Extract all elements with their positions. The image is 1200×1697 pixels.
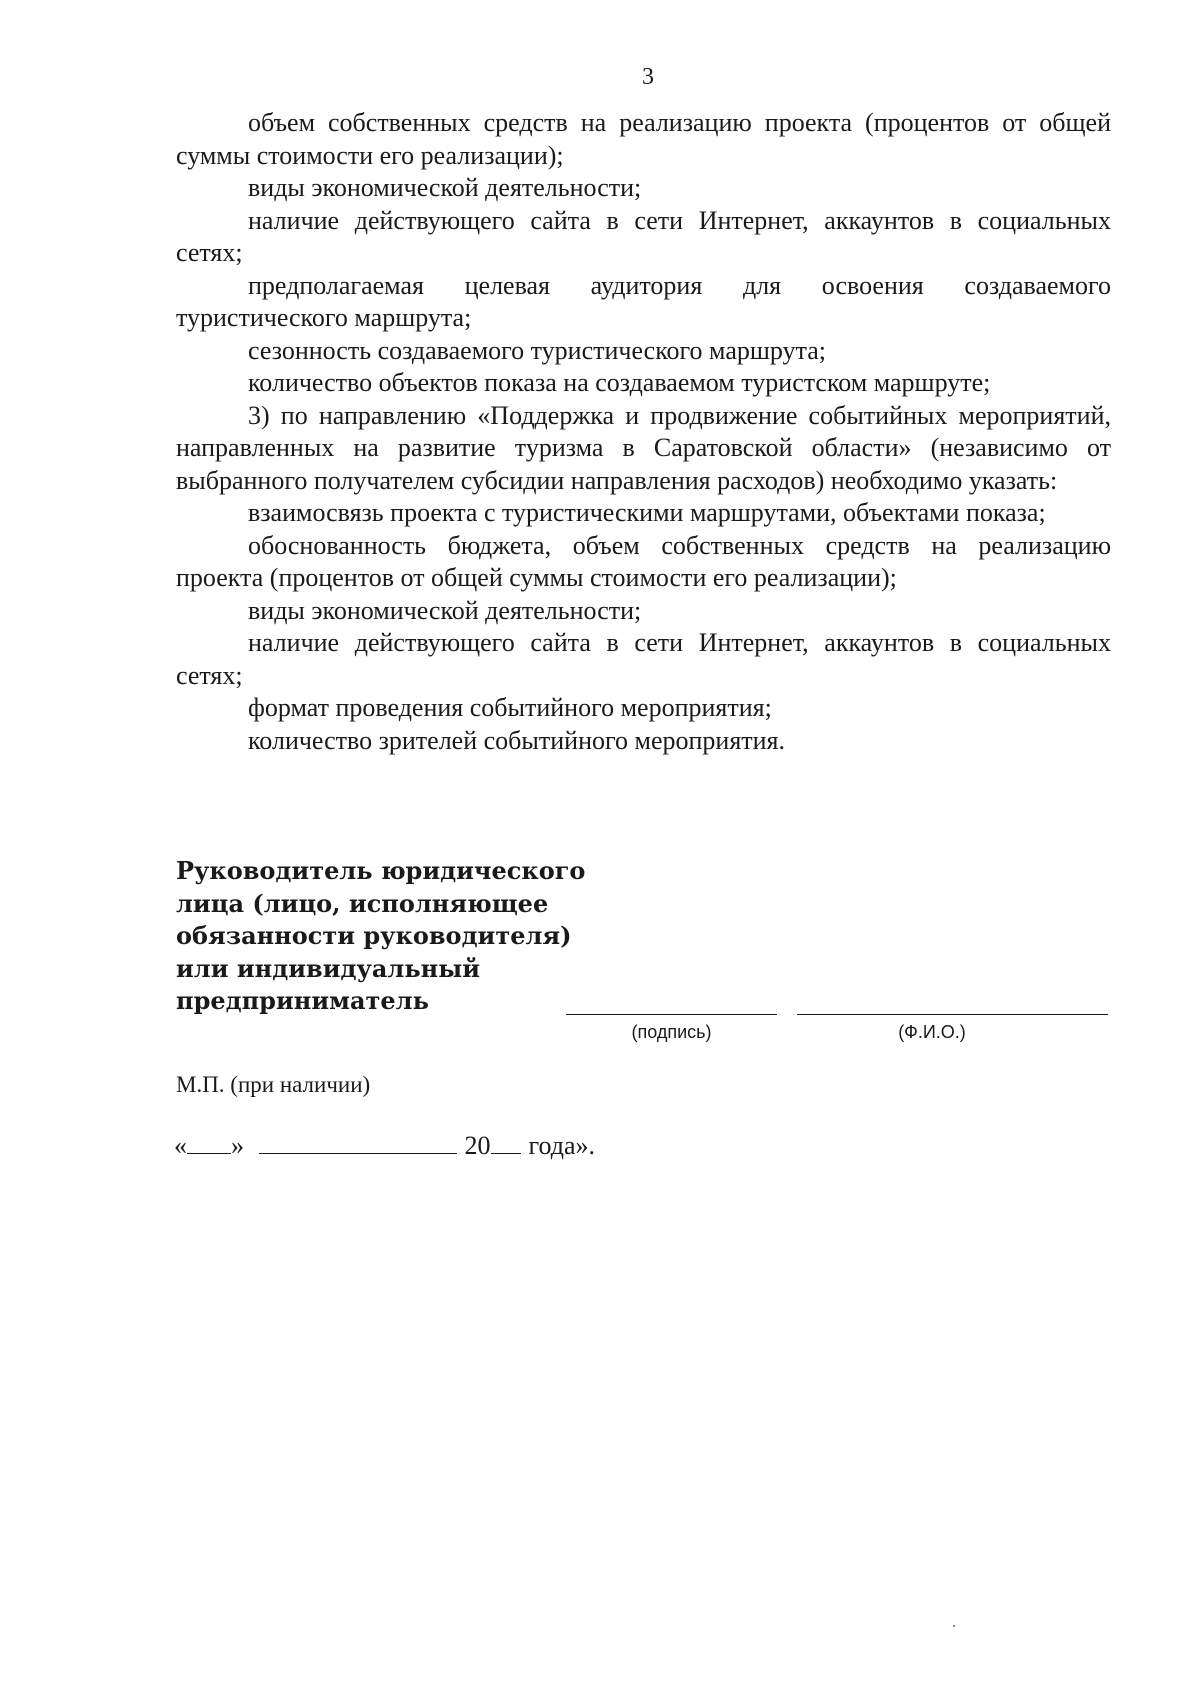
signatory-title xyxy=(176,855,596,1018)
stamp-note: М.П. (при наличии) xyxy=(176,1072,371,1097)
year-blank xyxy=(491,1131,521,1154)
paragraph: обоснованность бюджета, объем собственных средств на реализацию проекта (процентов от общей суммы стоимости его реализации); xyxy=(176,530,1111,592)
paragraph: наличие действующего сайта в сети Интернет, аккаунтов в социальных сетях; xyxy=(176,628,1111,690)
year-prefix: 20 xyxy=(464,1131,491,1160)
signature-line xyxy=(566,1014,777,1015)
signatory-title-line: или индивидуальный xyxy=(176,953,481,983)
signatory-title-line: Руководитель юридического xyxy=(176,856,586,885)
paragraph: виды экономической деятельности; xyxy=(248,173,642,202)
paragraph: виды экономической деятельности; xyxy=(248,595,642,625)
paragraph: количество зрителей событийного мероприятия. xyxy=(248,725,786,755)
paragraph: объем собственных средств на реализацию проекта (процентов от общей суммы стоимости его реализации); xyxy=(176,108,1111,170)
paragraph: наличие действующего сайта в сети Интернет, аккаунтов в социальных сетях; xyxy=(176,205,1111,267)
paragraph: 3) по направлению «Поддержка и продвижение событийных мероприятий, направленных на развитие туризма в Саратовской области» (независимо от выбранного получателем субсидии направления расходов) необходимо указать: xyxy=(176,400,1111,495)
date-close-quote: » xyxy=(231,1131,244,1160)
month-blank xyxy=(259,1131,457,1154)
date-line xyxy=(174,1131,595,1161)
paragraph: предполагаемая целевая аудитория для освоения создаваемого туристического маршрута; xyxy=(176,270,1111,332)
scan-speck xyxy=(953,1625,955,1627)
paragraph: сезонность создаваемого туристического маршрута; xyxy=(248,335,826,365)
date-suffix: года». xyxy=(528,1131,596,1160)
signature-label: (подпись) xyxy=(631,1022,712,1042)
page-number: 3 xyxy=(642,64,654,90)
document-body xyxy=(176,107,1111,757)
signatory-title-line: предприниматель xyxy=(176,986,429,1015)
name-label: (Ф.И.О.) xyxy=(898,1022,966,1042)
paragraph: формат проведения событийного мероприятия; xyxy=(248,693,772,722)
day-blank xyxy=(187,1131,231,1154)
paragraph: взаимосвязь проекта с туристическими маршрутами, объектами показа; xyxy=(248,498,1046,527)
date-open-quote: « xyxy=(174,1131,187,1160)
signatory-title-line: лица (лицо, исполняющее xyxy=(176,888,549,918)
paragraph: количество объектов показа на создаваемом туристском маршруте; xyxy=(248,368,991,397)
name-line xyxy=(797,1014,1108,1015)
signatory-title-line: обязанности руководителя) xyxy=(176,921,572,950)
